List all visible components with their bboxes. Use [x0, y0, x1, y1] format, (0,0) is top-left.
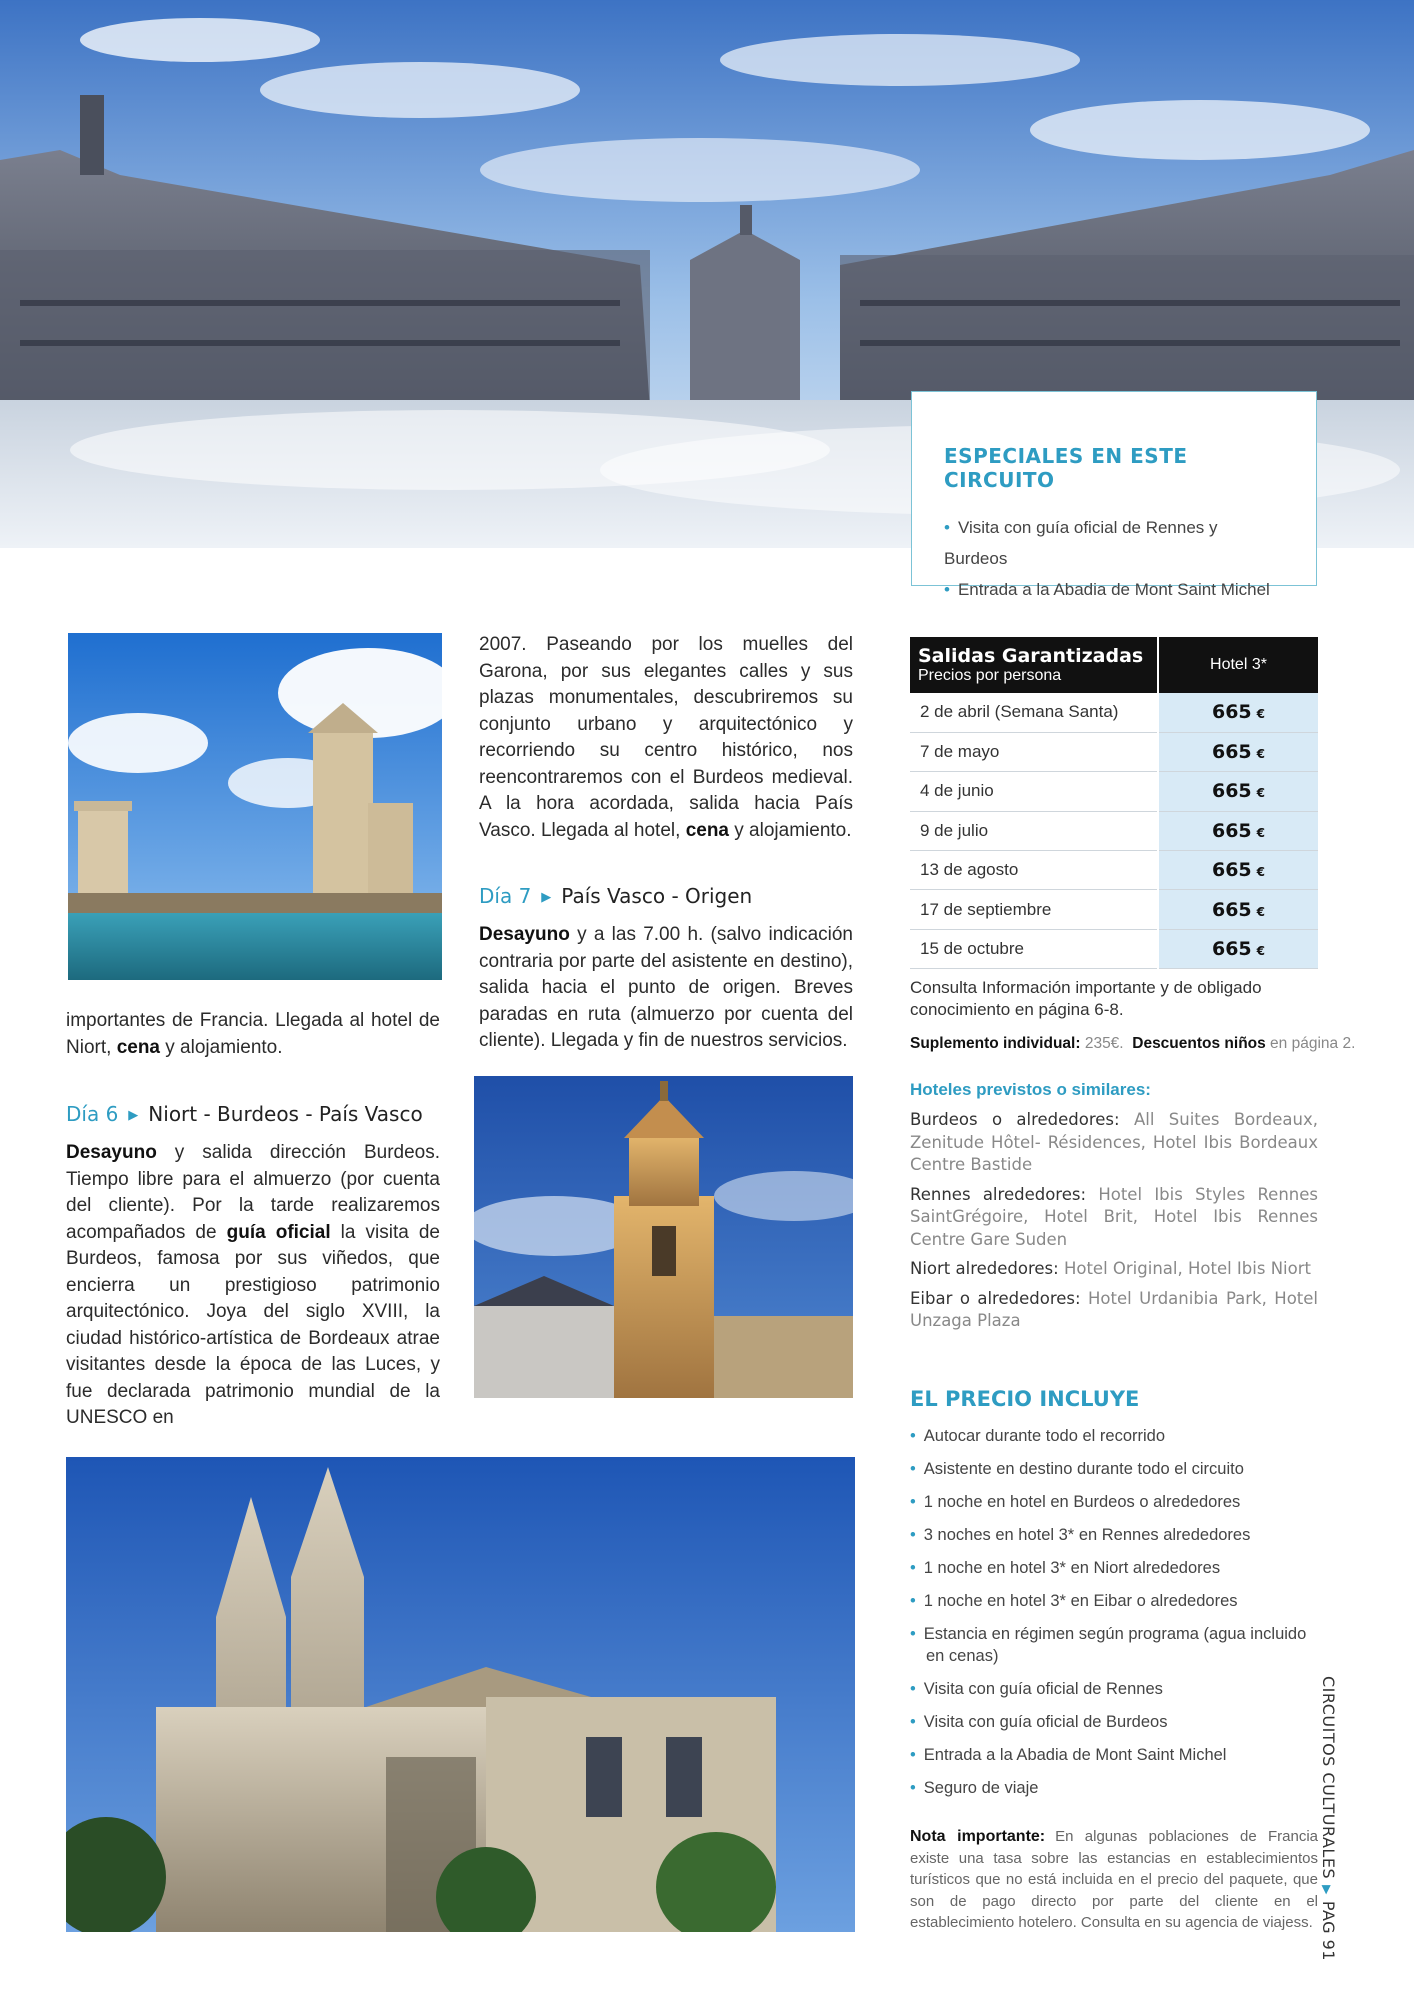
- prices-header-hotel: Hotel 3*: [1158, 637, 1318, 693]
- supplement-line: Suplemento individual: 235€. Descuentos niños en página 2.: [910, 1035, 1356, 1052]
- table-row: [910, 693, 1318, 732]
- departure-date: 15 de octubre: [910, 929, 1158, 968]
- specials-title: ESPECIALES EN ESTE CIRCUITO: [944, 444, 1188, 492]
- table-row: [910, 890, 1318, 929]
- hotel-group: Eibar o alrededores: Hotel Urdanibia Park, Hotel Unzaga Plaza: [910, 1288, 1318, 1330]
- day6-text: Desayuno y salida dirección Burdeos. Tiempo libre para el almuerzo (por cuenta del cliente). Por la tarde realizaremos acompañados de guía oficial la visita de Burdeos, famosa por sus viñedos, que encierra un prestigioso patrimonio arquitectónico. Joya del siglo XVIII, la ciudad histórico-artística de Bordeaux atrae visitantes desde la época de las Luces, y fue declarada patrimonio mundial de la UNESCO en: [66, 1142, 440, 1428]
- day7-heading: [479, 884, 752, 908]
- day7-text: Desayuno y a las 7.00 h. (salvo indicación contraria por parte del asistente en destino), salida hacia el punto de origen. Breves paradas en ruta (almuerzo por cuenta del cliente). Llegada y fin de nuestros servicios.: [479, 924, 853, 1051]
- prices-header-row: [910, 637, 1318, 693]
- photo-la-rochelle-towers: [68, 633, 442, 980]
- caret-right-icon: ▶: [128, 1108, 139, 1123]
- prices-header-title: Salidas Garantizadas Precios por persona: [910, 637, 1158, 693]
- departure-date: 7 de mayo: [910, 732, 1158, 771]
- photo-bordeaux-cathedral: [66, 1457, 855, 1932]
- caret-right-icon: ▶: [1320, 1885, 1334, 1895]
- prices-table: [910, 637, 1318, 969]
- day7-title: País Vasco - Origen: [561, 884, 753, 908]
- price-cell: 665 €: [1158, 851, 1318, 890]
- list-item: • Asistente en destino durante todo el circuito: [910, 1458, 1318, 1480]
- section-page-label: CIRCUITOS CULTURALES▶PAG 91: [1319, 1676, 1338, 1961]
- day7-number: Día 7: [479, 884, 532, 908]
- price-cell: 665 €: [1158, 772, 1318, 811]
- hotel-group: Burdeos o alrededores: All Suites Bordeaux, Zenitude Hôtel- Résidences, Hotel Ibis Bordeaux Centre Bastide: [910, 1110, 1318, 1174]
- specials-box: [911, 391, 1317, 599]
- list-item: • Entrada a la Abadia de Mont Saint Michel: [910, 1744, 1318, 1766]
- list-item: • Visita con guía oficial de Burdeos: [910, 1711, 1318, 1733]
- list-item: • Visita con guía oficial de Rennes: [910, 1678, 1318, 1700]
- list-item: • 1 noche en hotel en Burdeos o alrededores: [910, 1491, 1318, 1513]
- list-item: • Estancia en régimen según programa (agua incluido en cenas): [910, 1623, 1318, 1667]
- departure-date: 4 de junio: [910, 772, 1158, 811]
- table-row: [910, 811, 1318, 850]
- specials-list: [944, 512, 1284, 605]
- photo-church-tower: [474, 1076, 853, 1398]
- hotels-list: [910, 1109, 1318, 1340]
- hotels-title: Hoteles previstos o similares:: [910, 1080, 1151, 1099]
- price-cell: 665 €: [1158, 732, 1318, 771]
- price-cell: 665 €: [1158, 929, 1318, 968]
- includes-list: [910, 1425, 1318, 1810]
- table-row: [910, 851, 1318, 890]
- info-note: Consulta Información importante y de obligado conocimiento en página 6-8.: [910, 978, 1262, 1019]
- important-note: Nota importante: En algunas poblaciones de Francia existe una tasa sobre las estancias en establecimientos turísticos que no está incluida en el precio del paquete, que son de pago directo por parte del cliente en el establecimiento hotelero. Consulta en su agencia de viajess.: [910, 1828, 1319, 1931]
- column1-intro: importantes de Francia. Llegada al hotel de Niort, cena y alojamiento.: [66, 1010, 440, 1058]
- hotel-group: Rennes alrededores: Hotel Ibis Styles Rennes SaintGrégoire, Hotel Brit, Hotel Ibis Rennes Centre Gare Suden: [910, 1184, 1318, 1249]
- departure-date: 2 de abril (Semana Santa): [910, 693, 1158, 732]
- list-item: • 1 noche en hotel 3* en Eibar o alrededores: [910, 1590, 1318, 1612]
- price-cell: 665 €: [1158, 890, 1318, 929]
- day6-number: Día 6: [66, 1102, 119, 1126]
- list-item: • Autocar durante todo el recorrido: [910, 1425, 1318, 1447]
- table-row: [910, 732, 1318, 771]
- list-item: • Seguro de viaje: [910, 1777, 1318, 1799]
- caret-right-icon: ▶: [541, 890, 552, 905]
- hotel-group: Niort alrededores: Hotel Original, Hotel Ibis Niort: [910, 1259, 1311, 1278]
- table-row: [910, 772, 1318, 811]
- price-cell: 665 €: [1158, 811, 1318, 850]
- price-cell: 665 €: [1158, 693, 1318, 732]
- includes-title: EL PRECIO INCLUYE: [910, 1387, 1140, 1411]
- departure-date: 17 de septiembre: [910, 890, 1158, 929]
- specials-item: • Entrada a la Abadia de Mont Saint Michel: [944, 574, 1284, 605]
- table-row: [910, 929, 1318, 968]
- list-item: • 3 noches en hotel 3* en Rennes alrededores: [910, 1524, 1318, 1546]
- day6-title: Niort - Burdeos - País Vasco: [148, 1102, 423, 1126]
- column2-text: 2007. Paseando por los muelles del Garona, por sus elegantes calles y sus plazas monumentales, descubriremos su conjunto urbano y arquitectónico y recorriendo su centro histórico, nos reencontraremos con el Burdeos medieval. A la hora acordada, salida hacia País Vasco. Llegada al hotel, cena y alojamiento.: [479, 634, 853, 841]
- departure-date: 13 de agosto: [910, 851, 1158, 890]
- departure-date: 9 de julio: [910, 811, 1158, 850]
- list-item: • 1 noche en hotel 3* en Niort alrededores: [910, 1557, 1318, 1579]
- day6-heading: [66, 1102, 423, 1126]
- specials-item: • Visita con guía oficial de Rennes y Burdeos: [944, 512, 1284, 574]
